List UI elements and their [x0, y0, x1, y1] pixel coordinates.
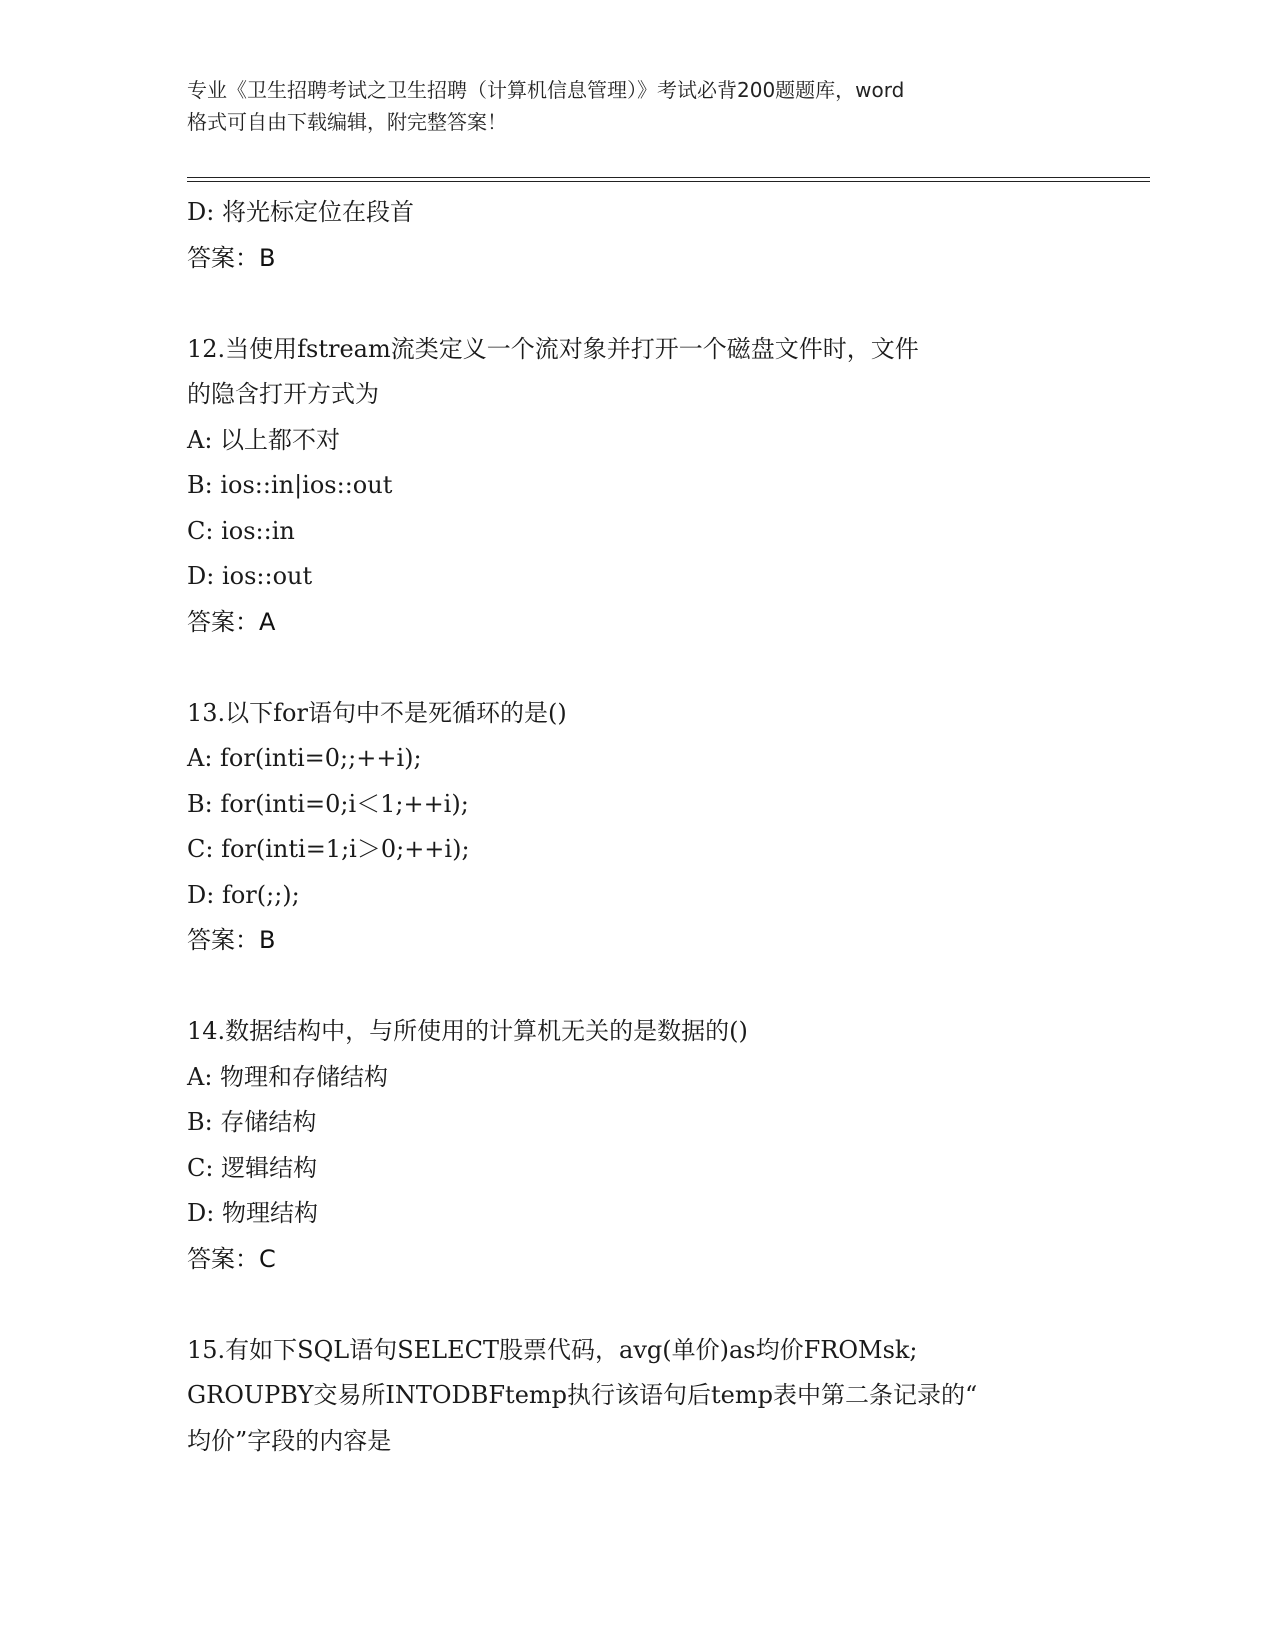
header-title-line-2: 格式可自由下载编辑，附完整答案！ — [187, 110, 507, 134]
option-d: D: for(;;); — [187, 880, 300, 909]
spacer — [187, 964, 1147, 1010]
question-13 — [187, 691, 1147, 964]
option-b: B: for(inti=0;i＜1;++i); — [187, 789, 469, 818]
header-rule-top — [187, 177, 1150, 178]
option-a: A: 物理和存储结构 — [187, 1062, 389, 1091]
option-d: D: ios::out — [187, 562, 313, 590]
spacer — [187, 645, 1147, 691]
header-title-line-1: 专业《卫生招聘考试之卫生招聘（计算机信息管理）》考试必背200题题库，word — [187, 78, 905, 102]
question-stem-continued: 均价”字段的内容是 — [187, 1426, 392, 1455]
answer: 答案：B — [187, 243, 276, 272]
option-a: A: 以上都不对 — [187, 425, 341, 454]
question-stem: 15.有如下SQL语句SELECT股票代码，avg(单价)as均价FROMsk; — [187, 1335, 918, 1364]
question-stem-continued: 的隐含打开方式为 — [187, 380, 379, 408]
question-15 — [187, 1328, 1147, 1465]
question-12 — [187, 327, 1147, 646]
option-d: D: 将光标定位在段首 — [187, 198, 414, 226]
question-stem: 14.数据结构中，与所使用的计算机无关的是数据的() — [187, 1017, 748, 1045]
option-b: B: 存储结构 — [187, 1108, 317, 1136]
answer: 答案：A — [187, 607, 276, 636]
answer: 答案：C — [187, 1244, 276, 1273]
question-stem: 13.以下for语句中不是死循环的是() — [187, 698, 567, 727]
spacer — [187, 281, 1147, 327]
question-11-tail — [187, 190, 1147, 281]
answer: 答案：B — [187, 926, 276, 954]
option-c: C: 逻辑结构 — [187, 1153, 318, 1182]
option-a: A: for(inti=0;;++i); — [187, 744, 422, 772]
spacer — [187, 1282, 1147, 1328]
question-14 — [187, 1009, 1147, 1282]
option-b: B: ios::in|ios::out — [187, 471, 393, 499]
option-c: C: for(inti=1;i＞0;++i); — [187, 835, 470, 863]
header-rule-bottom — [187, 181, 1150, 182]
option-d: D: 物理结构 — [187, 1199, 318, 1227]
option-c: C: ios::in — [187, 516, 295, 545]
question-stem: 12.当使用fstream流类定义一个流对象并打开一个磁盘文件时，文件 — [187, 334, 919, 363]
question-list — [187, 190, 1147, 1464]
question-stem-continued: GROUPBY交易所INTODBFtemp执行该语句后temp表中第二条记录的“ — [187, 1381, 978, 1409]
document-header — [187, 74, 1087, 138]
